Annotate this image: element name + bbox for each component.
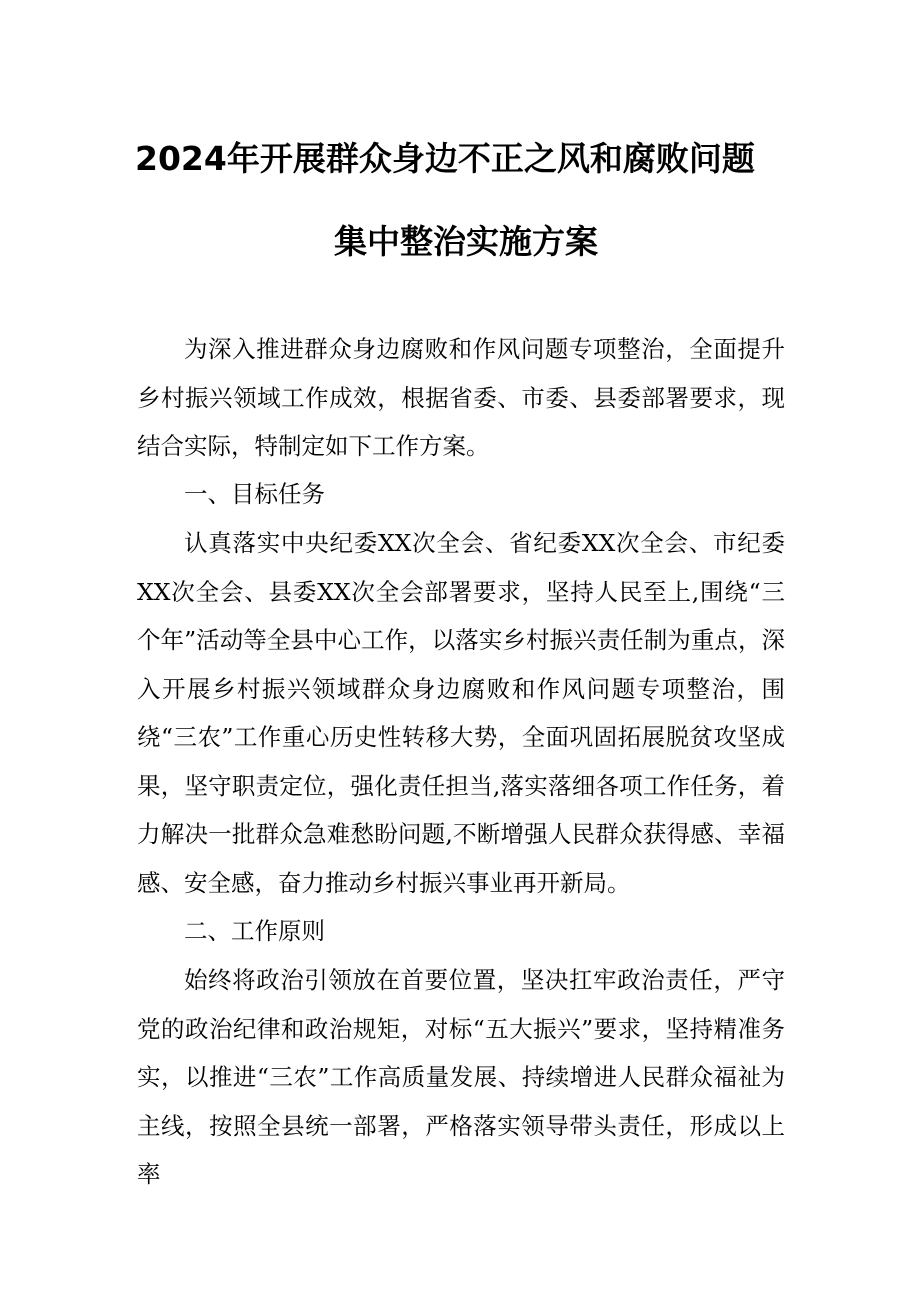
section-heading-principles: 二、工作原则: [184, 917, 325, 945]
principles-paragraph: 始终将政治引领放在首要位置，坚决扛牢政治责任，严守党的政治纪律和政治规矩，对标“五大振兴”要求，坚持精准务实，以推进“三农”工作高质量发展、持续增进人民群众福祉为主线，按照全县统一部署，严格落实领导带头责任，形成以上率: [137, 966, 785, 1188]
document-title-line-1: 2024年开展群众身边不正之风和腐败问题: [135, 139, 755, 178]
intro-paragraph: 为深入推进群众身边腐败和作风问题专项整治，全面提升乡村振兴领域工作成效，根据省委、市委、县委部署要求，现结合实际，特制定如下工作方案。: [137, 335, 785, 460]
section-heading-goals: 一、目标任务: [184, 480, 325, 508]
goals-paragraph: 认真落实中央纪委XX次全会、省纪委XX次全会、市纪委XX次全会、县委XX次全会部署要求，坚持人民至上,围绕“三个年”活动等全县中心工作，以落实乡村振兴责任制为重点，深入开展乡村振兴领域群众身边腐败和作风问题专项整治，围绕“三农”工作重心历史性转移大势，全面巩固拓展脱贫攻坚成果，坚守职责定位，强化责任担当,落实落细各项工作任务，着力解决一批群众急难愁盼问题,不断增强人民群众获得感、幸福感、安全感，奋力推动乡村振兴事业再开新局。: [137, 529, 785, 897]
document-title-line-2: 集中整治实施方案: [334, 222, 598, 261]
